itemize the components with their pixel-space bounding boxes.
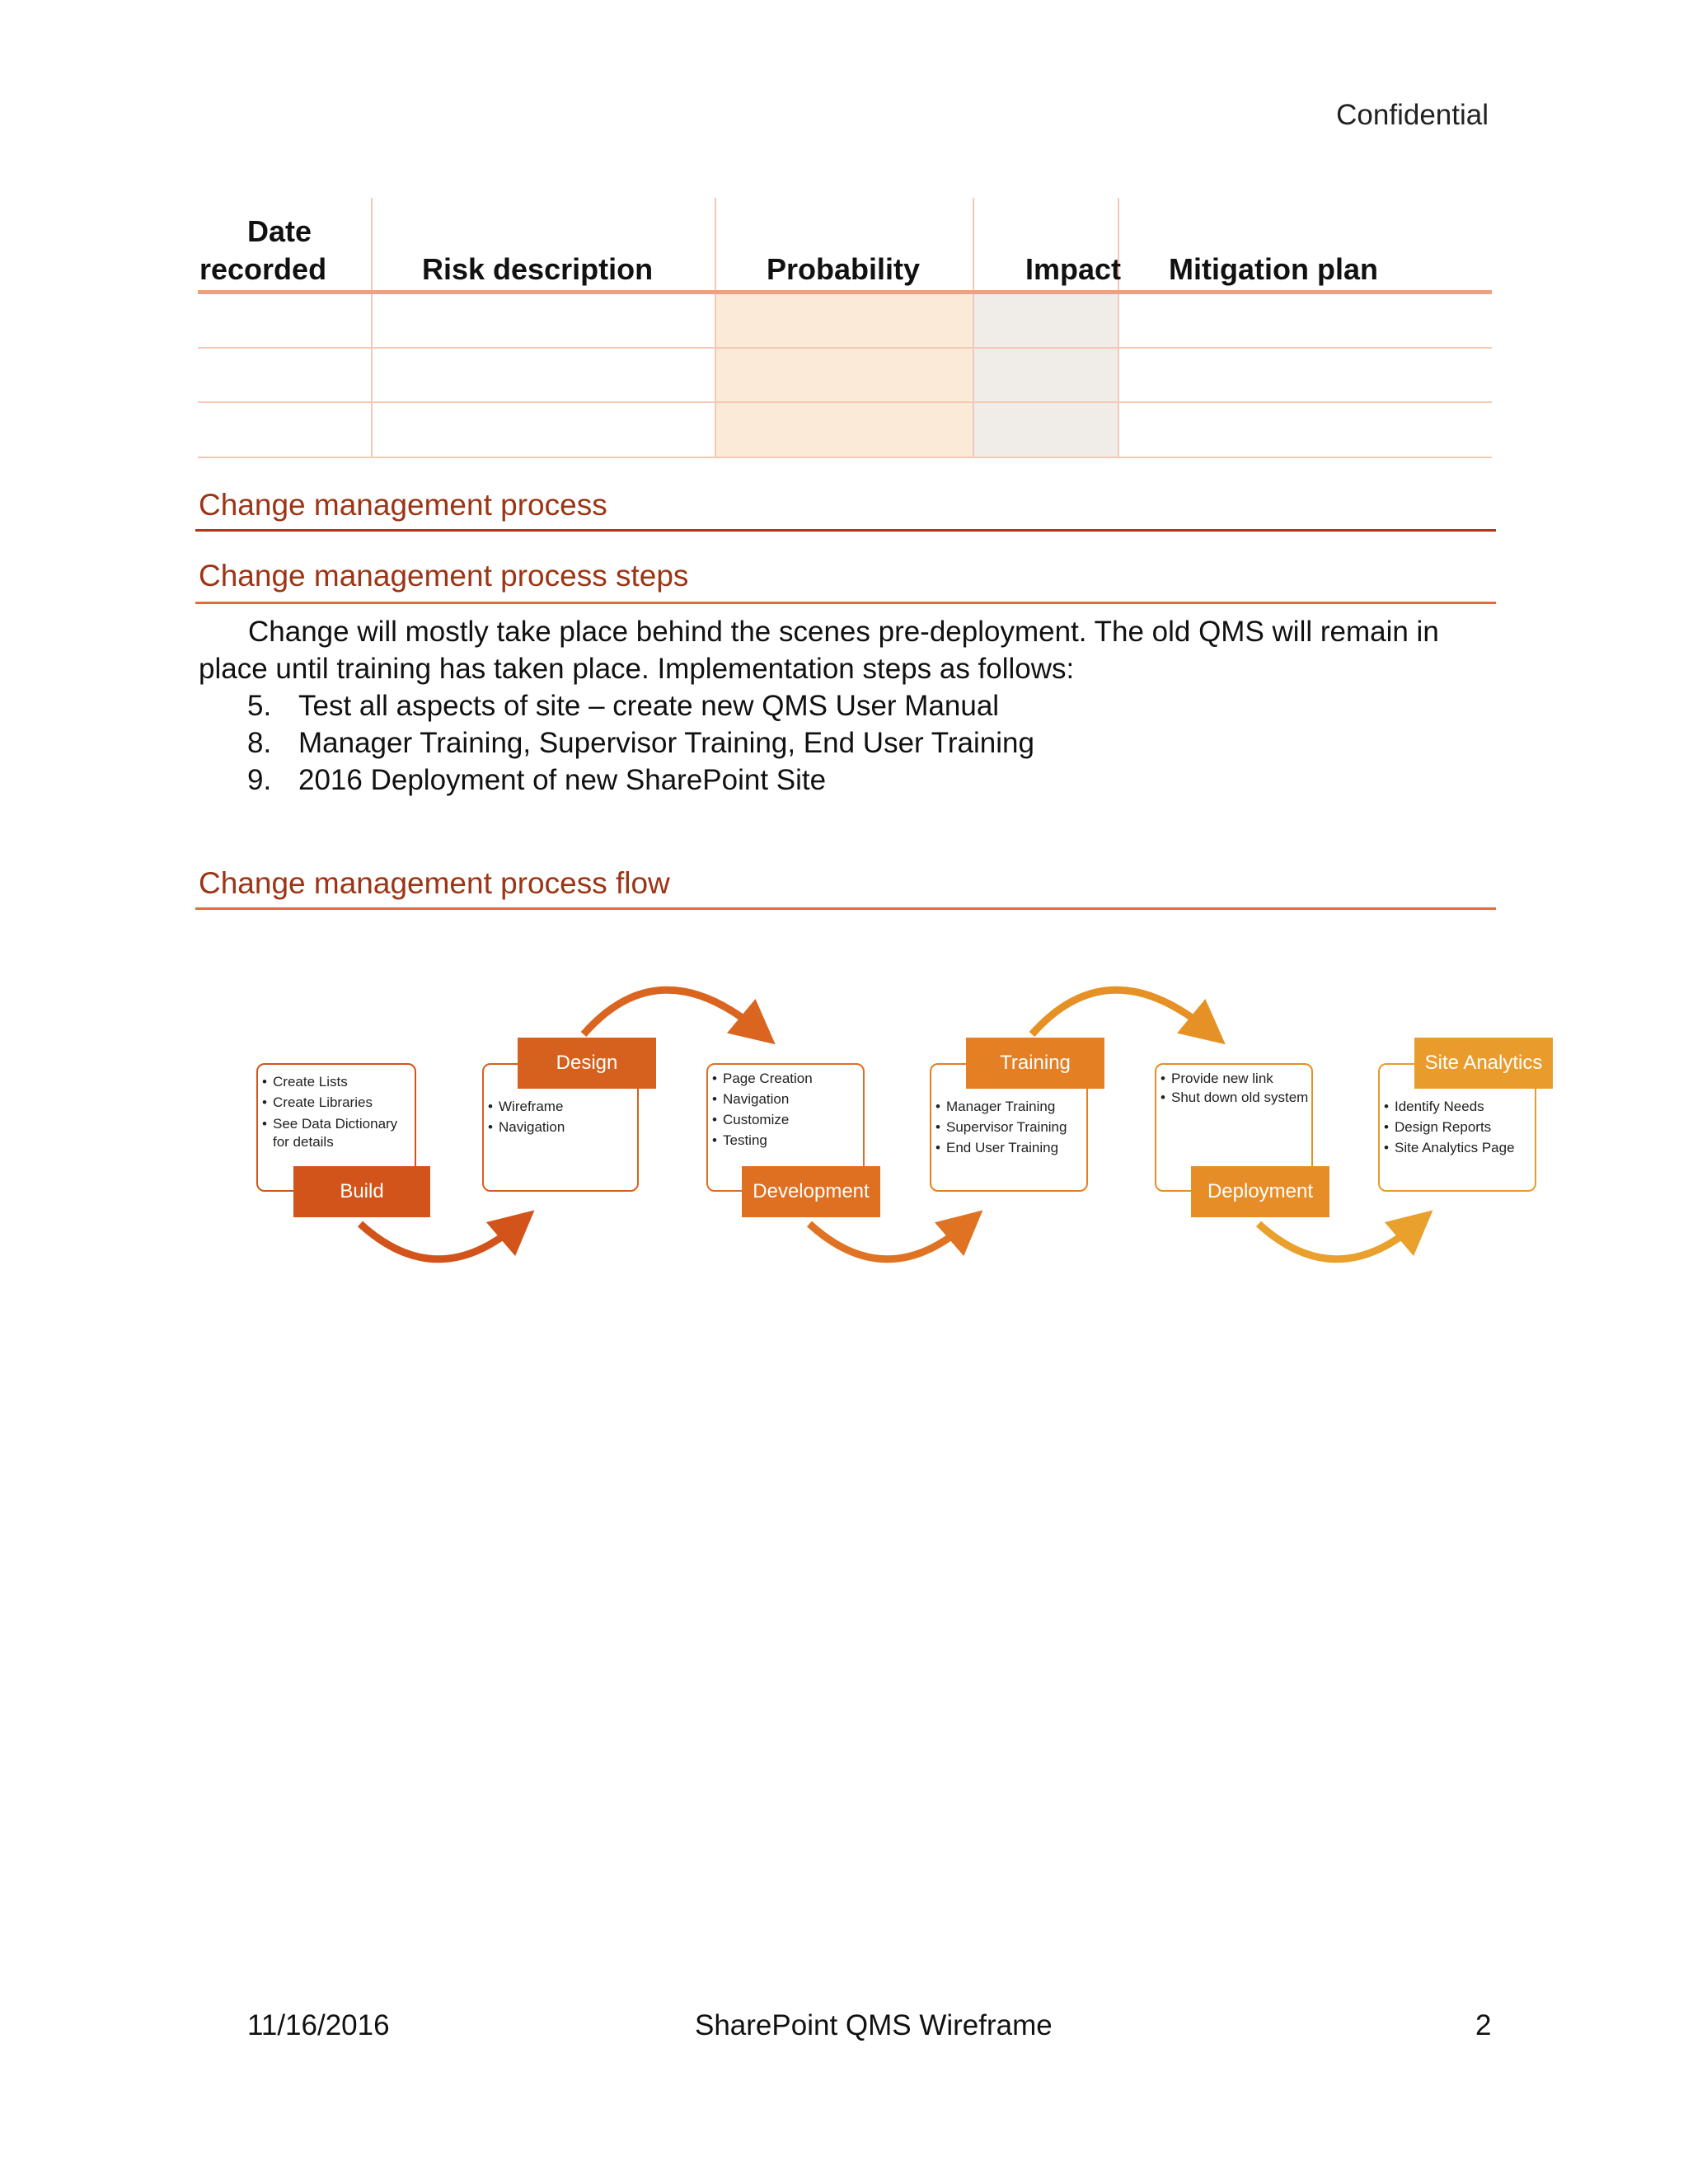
stage-label-training: Training bbox=[966, 1038, 1104, 1089]
bullet-item: • Site Analytics Page bbox=[1381, 1137, 1535, 1158]
header-rule bbox=[198, 290, 1492, 294]
bullet-item: • Navigation bbox=[485, 1117, 637, 1137]
impact-column-shade bbox=[974, 294, 1118, 458]
heading-rule bbox=[195, 529, 1496, 532]
steps-intro-paragraph: Change will mostly take place behind the scenes pre-deployment. The old QMS will remain in place until training has taken place. Implementation steps as follows: bbox=[199, 616, 1439, 685]
column-divider bbox=[1118, 198, 1119, 458]
bullet-item: • Testing bbox=[710, 1130, 863, 1151]
row-rule bbox=[198, 347, 1492, 349]
row-rule bbox=[198, 457, 1492, 458]
list-item bbox=[247, 724, 1034, 762]
footer-date: 11/16/2016 bbox=[247, 2009, 390, 2041]
bullet-item: • Shut down old system bbox=[1158, 1089, 1311, 1107]
list-text: Manager Training, Supervisor Training, End User Training bbox=[298, 727, 1034, 759]
bullet-item: • Create Lists bbox=[260, 1071, 415, 1092]
header-risk-description: Risk description bbox=[422, 252, 654, 286]
bullet-item: • Customize bbox=[710, 1109, 863, 1130]
heading-process-flow: Change management process flow bbox=[199, 866, 670, 900]
footer-page-number: 2 bbox=[1475, 2009, 1492, 2041]
header-date-line1: Date bbox=[247, 214, 312, 248]
bullet-item: • Identify Needs bbox=[1381, 1096, 1535, 1117]
arrow-development-to-training bbox=[809, 1224, 966, 1259]
stage-label-development: Development bbox=[742, 1166, 880, 1217]
bullet-item: • Supervisor Training bbox=[933, 1117, 1086, 1137]
header-probability: Probability bbox=[767, 252, 921, 286]
process-flow-diagram bbox=[0, 948, 1688, 1294]
heading-change-management-process: Change management process bbox=[199, 488, 607, 522]
confidential-label: Confidential bbox=[1336, 99, 1489, 131]
stage-label-design: Design bbox=[518, 1038, 656, 1089]
bullet-item: • Navigation bbox=[710, 1089, 863, 1109]
arrow-build-to-design bbox=[360, 1224, 518, 1259]
column-divider bbox=[371, 198, 373, 458]
arrow-training-to-deployment bbox=[1032, 990, 1208, 1034]
heading-process-steps: Change management process steps bbox=[199, 559, 689, 593]
stage-label-deployment: Deployment bbox=[1191, 1166, 1329, 1217]
row-rule bbox=[198, 401, 1492, 403]
list-text: 2016 Deployment of new SharePoint Site bbox=[298, 764, 827, 796]
stage-label-build: Build bbox=[293, 1166, 430, 1217]
header-date-line2: recorded bbox=[199, 252, 327, 286]
bullet-item: • Design Reports bbox=[1381, 1117, 1535, 1137]
risk-table bbox=[198, 198, 1492, 458]
list-number: 5. bbox=[247, 690, 272, 722]
footer-title: SharePoint QMS Wireframe bbox=[695, 2009, 1053, 2041]
list-text: Test all aspects of site – create new QMS User Manual bbox=[298, 690, 1000, 722]
bullet-item: • End User Training bbox=[933, 1137, 1086, 1158]
column-divider bbox=[973, 198, 974, 458]
stage-label-site-analytics: Site Analytics bbox=[1414, 1038, 1553, 1089]
header-impact: Impact bbox=[1025, 252, 1122, 286]
list-number: 9. bbox=[247, 764, 272, 796]
arrow-design-to-development bbox=[584, 990, 758, 1034]
bullet-item: • Page Creation bbox=[710, 1068, 863, 1089]
heading-rule bbox=[195, 602, 1496, 604]
probability-column-shade bbox=[715, 294, 973, 458]
bullet-item: • Provide new link bbox=[1158, 1068, 1311, 1089]
list-number: 8. bbox=[247, 727, 272, 759]
bullet-item: • Create Libraries bbox=[260, 1092, 415, 1113]
list-item bbox=[247, 687, 999, 724]
heading-rule bbox=[195, 907, 1496, 910]
bullet-item: • Manager Training bbox=[933, 1096, 1086, 1117]
column-divider bbox=[715, 198, 716, 458]
header-mitigation-plan: Mitigation plan bbox=[1169, 252, 1378, 286]
list-item bbox=[247, 762, 826, 799]
bullet-item: • Wireframe bbox=[485, 1096, 637, 1117]
bullet-item: • See Data Dictionary for details bbox=[260, 1115, 415, 1151]
arrow-deployment-to-analytics bbox=[1259, 1224, 1416, 1259]
